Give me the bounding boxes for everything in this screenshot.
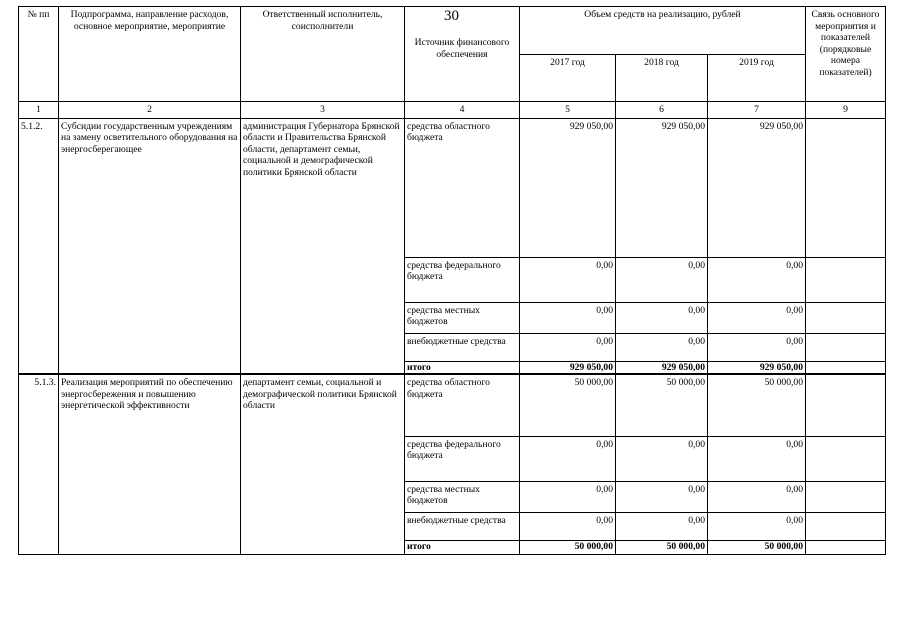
source-cell: средства областного бюджета: [405, 374, 520, 436]
value-2017: 0,00: [520, 302, 616, 333]
value-2018: 0,00: [616, 257, 708, 302]
header-year-2018: 2018 год: [616, 55, 708, 102]
value-2017: 929 050,00: [520, 118, 616, 257]
link-cell: [806, 302, 886, 333]
table-row: [19, 118, 886, 257]
col-number: 1: [19, 102, 59, 119]
total-2017: 929 050,00: [520, 361, 616, 374]
link-cell: [806, 436, 886, 481]
value-2018: 929 050,00: [616, 118, 708, 257]
total-2019: 929 050,00: [708, 361, 806, 374]
col-number: 3: [241, 102, 405, 119]
value-2017: 0,00: [520, 481, 616, 512]
value-2017: 0,00: [520, 512, 616, 540]
col-number: 4: [405, 102, 520, 119]
column-number-row: [19, 102, 886, 119]
section-title: Реализация мероприятий по обеспечению энергосбережения и повышению энергетической эффективности: [59, 374, 241, 554]
source-cell: средства областного бюджета: [405, 118, 520, 257]
link-cell: [806, 257, 886, 302]
value-2019: 0,00: [708, 257, 806, 302]
value-2019: 50 000,00: [708, 374, 806, 436]
col-number: 6: [616, 102, 708, 119]
col-number: 2: [59, 102, 241, 119]
section-title: Субсидии государственным учреждениям на замену осветительного оборудования на энергосберегающее: [59, 118, 241, 374]
total-2019: 50 000,00: [708, 540, 806, 554]
source-cell: внебюджетные средства: [405, 512, 520, 540]
value-2018: 0,00: [616, 512, 708, 540]
header-volume: Объем средств на реализацию, рублей: [520, 7, 806, 55]
value-2017: 0,00: [520, 436, 616, 481]
value-2018: 0,00: [616, 481, 708, 512]
value-2018: 50 000,00: [616, 374, 708, 436]
link-cell: [806, 512, 886, 540]
section-number: 5.1.2.: [19, 118, 59, 374]
value-2017: 0,00: [520, 257, 616, 302]
total-label: итого: [405, 540, 520, 554]
section-number: 5.1.3.: [19, 374, 59, 554]
source-cell: внебюджетные средства: [405, 333, 520, 361]
link-cell: [806, 333, 886, 361]
value-2019: 0,00: [708, 333, 806, 361]
link-cell: [806, 540, 886, 554]
header-year-2019: 2019 год: [708, 55, 806, 102]
value-2018: 0,00: [616, 302, 708, 333]
col-number: 7: [708, 102, 806, 119]
link-cell: [806, 374, 886, 436]
total-label: итого: [405, 361, 520, 374]
header-source: Источник финансового обеспечения: [405, 7, 520, 102]
source-cell: средства местных бюджетов: [405, 481, 520, 512]
value-2019: 0,00: [708, 436, 806, 481]
source-cell: средства местных бюджетов: [405, 302, 520, 333]
source-cell: средства федерального бюджета: [405, 436, 520, 481]
link-cell: [806, 118, 886, 257]
col-number: 9: [806, 102, 886, 119]
source-cell: средства федерального бюджета: [405, 257, 520, 302]
header-program: Подпрограмма, направление расходов, основное мероприятие, мероприятие: [59, 7, 241, 102]
total-2018: 929 050,00: [616, 361, 708, 374]
header-executor: Ответственный исполнитель, соисполнители: [241, 7, 405, 102]
page-number: 30: [444, 8, 459, 24]
value-2019: 0,00: [708, 512, 806, 540]
section-executor: департамент семьи, социальной и демографической политики Брянской области: [241, 374, 405, 554]
value-2019: 929 050,00: [708, 118, 806, 257]
section-executor: администрация Губернатора Брянской области и Правительства Брянской области, департамент семьи, социальной и демографической политики Брянской области: [241, 118, 405, 374]
total-2017: 50 000,00: [520, 540, 616, 554]
col-number: 5: [520, 102, 616, 119]
header-year-2017: 2017 год: [520, 55, 616, 102]
value-2017: 50 000,00: [520, 374, 616, 436]
header-num: № пп: [19, 7, 59, 102]
table-row: [19, 374, 886, 436]
total-2018: 50 000,00: [616, 540, 708, 554]
value-2019: 0,00: [708, 302, 806, 333]
value-2018: 0,00: [616, 333, 708, 361]
header-link: Связь основного мероприятия и показателей (порядковые номера показателей): [806, 7, 886, 102]
link-cell: [806, 481, 886, 512]
link-cell: [806, 361, 886, 374]
financing-table: [18, 6, 886, 555]
value-2017: 0,00: [520, 333, 616, 361]
value-2019: 0,00: [708, 481, 806, 512]
value-2018: 0,00: [616, 436, 708, 481]
